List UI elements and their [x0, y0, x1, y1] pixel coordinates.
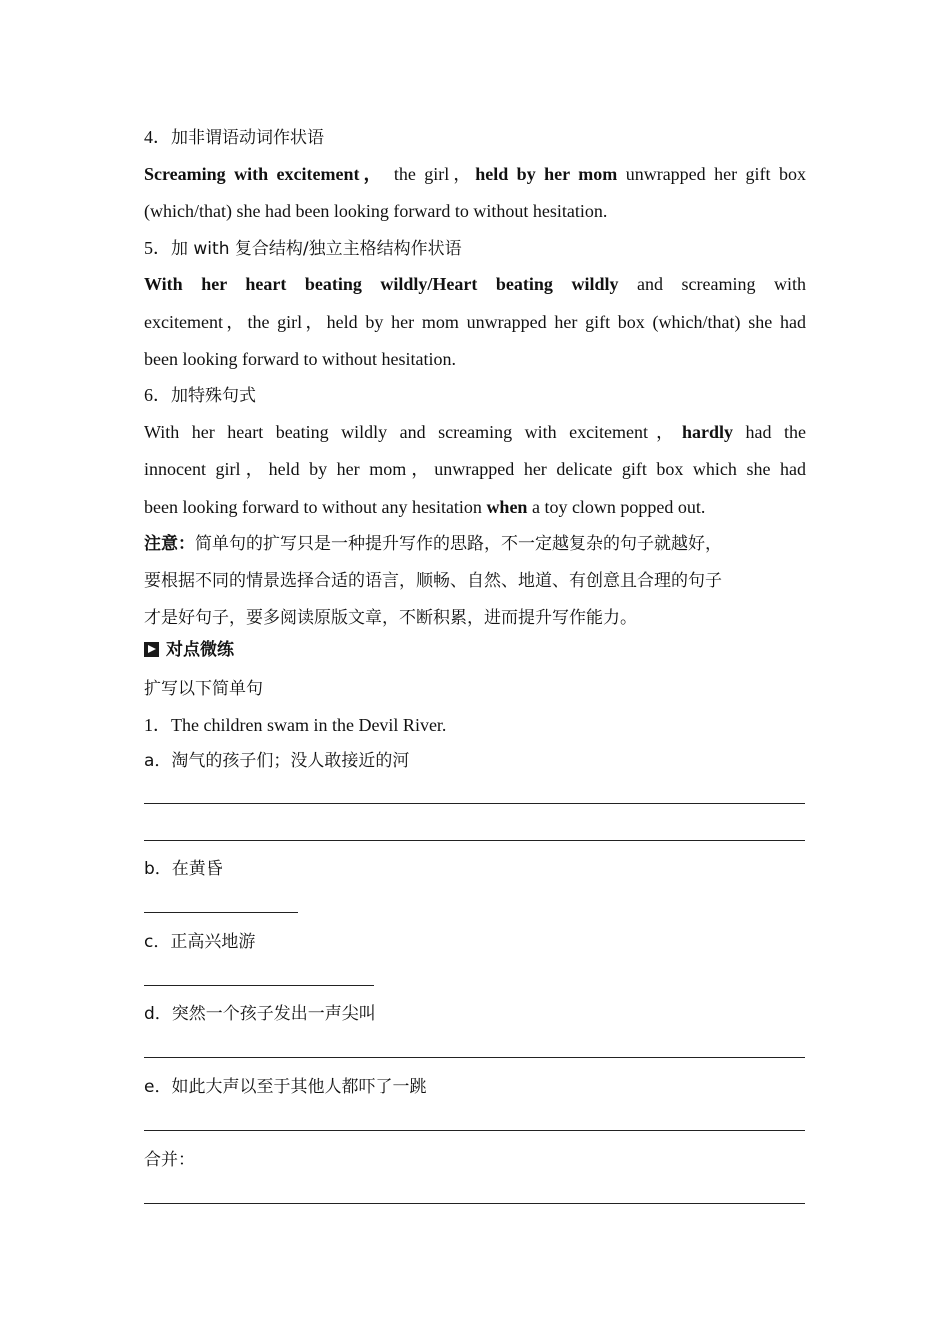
item-c: c．正高兴地游 [144, 932, 256, 952]
section-4-heading [144, 126, 806, 149]
section-6-heading [144, 384, 806, 407]
answer-line[interactable] [144, 912, 298, 913]
section-6-line-2: innocent girl，held by her mom，unwrapped her delicate gift box which she had [144, 459, 806, 479]
section-5-title: 加 with 复合结构/独立主格结构作状语 [171, 239, 462, 259]
bold-phrase: held by her mom [475, 164, 618, 184]
section-6-number: 6． [144, 385, 171, 405]
answer-line[interactable] [144, 1130, 805, 1131]
text-run: 简单句的扩写只是一种提升写作的思路，不一定越复杂的句子就越好， [195, 534, 722, 554]
text-run: the girl， [385, 164, 476, 184]
answer-line[interactable] [144, 803, 805, 804]
item-e: e．如此大声以至于其他人都吓了一跳 [144, 1077, 427, 1097]
text-run: and screaming with [618, 274, 806, 294]
section-5-line-3: been looking forward to without hesitation. [144, 349, 456, 369]
section-4-line-1 [144, 163, 806, 185]
bold-phrase: With her heart beating wildly/Heart beating wildly [144, 274, 619, 294]
practice-sentence: 1．The children swam in the Devil River. [144, 715, 447, 735]
section-4-number: 4． [144, 127, 171, 147]
practice-instruction: 扩写以下简单句 [144, 679, 263, 699]
practice-title: 对点微练 [166, 640, 234, 660]
play-square-icon [144, 642, 159, 657]
section-5-line-1 [144, 273, 806, 295]
note-line-1 [144, 533, 806, 555]
item-d: d．突然一个孩子发出一声尖叫 [144, 1004, 376, 1024]
note-line-3: 才是好句子，要多阅读原版文章，不断积累，进而提升写作能力。 [144, 608, 637, 628]
practice-header [144, 639, 806, 661]
section-5-line-2: excitement，the girl，held by her mom unwrapped her gift box (which/that) she had [144, 312, 806, 332]
bold-phrase: hardly [682, 422, 734, 442]
combine-label: 合并： [144, 1150, 195, 1170]
text-run: a toy clown popped out. [527, 497, 706, 517]
answer-line[interactable] [144, 985, 374, 986]
item-b: b．在黄昏 [144, 859, 223, 879]
section-4-line-2: (which/that) she had been looking forward to without hesitation. [144, 201, 608, 221]
section-6-title: 加特殊句式 [171, 386, 256, 406]
text-run: had the [733, 422, 806, 442]
text-run: been looking forward to without any hesitation [144, 497, 487, 517]
section-5-number: 5． [144, 238, 171, 258]
text-run: unwrapped her gift box [617, 164, 806, 184]
section-6-line-1 [144, 421, 806, 443]
answer-line[interactable] [144, 1203, 805, 1204]
text-run: With her heart beating wildly and screaming with excitement， [144, 422, 683, 442]
section-5-heading [144, 237, 806, 260]
answer-line[interactable] [144, 840, 805, 841]
item-a: a．淘气的孩子们；没人敢接近的河 [144, 751, 410, 771]
bold-phrase: Screaming with excitement， [144, 164, 386, 184]
answer-line[interactable] [144, 1057, 805, 1058]
section-4-title: 加非谓语动词作状语 [171, 128, 324, 148]
section-6-line-3 [144, 496, 806, 518]
note-label: 注意： [144, 534, 195, 554]
bold-phrase: when [486, 497, 528, 517]
note-line-2: 要根据不同的情景选择合适的语言，顺畅、自然、地道、有创意且合理的句子 [144, 571, 722, 591]
